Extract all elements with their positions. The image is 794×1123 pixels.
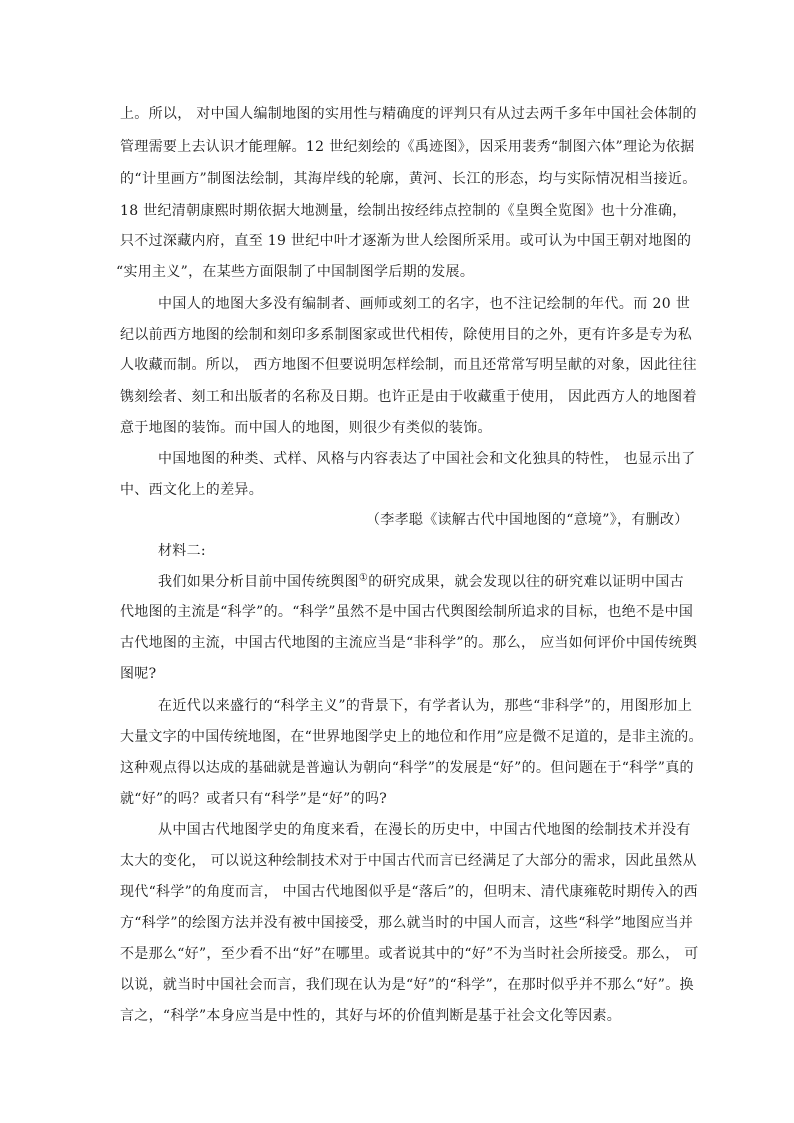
text-line: 管理需要上去认识才能理解。12 世纪刻绘的《禹迹图》，因采用裴秀“制图六体”理论为依据 — [120, 139, 695, 155]
text-line: “实用主义”，在某些方面限制了中国制图学后期的发展。 — [116, 264, 475, 280]
text-line: 人收藏而制。所以， 西方地图不但要说明怎样绘制，而且还常常写明呈献的对象，因此往往 — [120, 357, 697, 373]
text-line: 方“科学”的绘图方法并没有被中国接受，那么就当时的中国人而言，这些“科学”地图应当并 — [120, 915, 694, 931]
text-line: 中国人的地图大多没有编制者、画师或刻工的名字，也不注记绘制的年代。而 20 世 — [158, 296, 691, 312]
text-line: 图呢? — [120, 666, 157, 682]
text-line — [158, 572, 684, 592]
text-line: 镌刻绘者、刻工和出版者的名称及日期。也许正是由于收藏重于使用， 因此西方人的地图着 — [120, 389, 697, 405]
text-line: 代地图的主流是“科学”的。“科学”虽然不是中国古代舆图绘制所追求的目标，也绝不是中国 — [120, 604, 694, 620]
text-line: 大量文字的中国传统地图，在“世界地图学史上的地位和作用”应是微不足道的，是非主流的。 — [120, 729, 703, 745]
text-line: 中国地图的种类、式样、风格与内容表达了中国社会和文化独具的特性， 也显示出了 — [158, 451, 696, 467]
text-line: 言之，“科学”本身应当是中性的，其好与坏的价值判断是基于社会文化等因素。 — [120, 1008, 622, 1024]
text-line: 这种观点得以达成的基础就是普遍认为朝向“科学”的发展是“好”的。但问题在于“科学”真的 — [120, 760, 694, 776]
text-line: 18 世纪清朝康熙时期依据大地测量，绘制出按经纬点控制的《皇舆全览图》也十分准确， — [120, 203, 687, 219]
footnote-marker: ① — [358, 572, 369, 584]
text-line: 不是那么“好”，至少看不出“好”在哪里。或者说其中的“好”不为当时社会所接受。那么， 可 — [120, 946, 699, 962]
text-segment: 我们如果分析目前中国传统舆图 — [158, 574, 359, 590]
text-line: 现代“科学”的角度而言， 中国古代地图似乎是“落后”的，但明末、清代康雍乾时期传入的西 — [120, 884, 698, 900]
text-line: 就“好”的吗？或者只有“科学”是“好”的吗? — [120, 791, 388, 807]
text-line: 以说，就当时中国社会而言，我们现在认为是“好”的“科学”，在那时似乎并不那么“好”。换 — [120, 977, 694, 993]
text-line: 纪以前西方地图的绘制和刻印多系制图家或世代相传，除使用目的之外，更有许多是专为私 — [120, 327, 692, 343]
text-line: 中、西文化上的差异。 — [120, 482, 263, 498]
text-line: 太大的变化， 可以说这种绘制技术对于中国古代而言已经满足了大部分的需求，因此虽然从 — [120, 853, 697, 869]
section-label: 材料二: — [158, 543, 206, 559]
text-line: 的“计里画方”制图法绘制，其海岸线的轮廓，黄河、长江的形态，均与实际情况相当接近。 — [120, 171, 697, 187]
text-line: 上。所以， 对中国人编制地图的实用性与精确度的评判只有从过去两千多年中国社会体制的 — [120, 106, 697, 122]
text-line: 从中国古代地图学史的角度来看，在漫长的历史中，中国古代地图的绘制技术并没有 — [158, 822, 691, 838]
text-line: 古代地图的主流，中国古代地图的主流应当是“非科学”的。那么， 应当如何评价中国传统舆 — [120, 635, 698, 651]
citation: （李孝聪《读解古代中国地图的“意境”》，有删改） — [366, 512, 689, 528]
text-line: 只不过深藏内府，直至 19 世纪中叶才逐渐为世人绘图所采用。或可认为中国王朝对地图的 — [120, 233, 692, 249]
text-line: 意于地图的装饰。而中国人的地图，则很少有类似的装饰。 — [120, 420, 492, 436]
text-line: 在近代以来盛行的“科学主义”的背景下，有学者认为，那些“非科学”的，用图形加上 — [158, 698, 693, 714]
text-segment: 的研究成果，就会发现以往的研究难以证明中国古 — [368, 574, 684, 590]
